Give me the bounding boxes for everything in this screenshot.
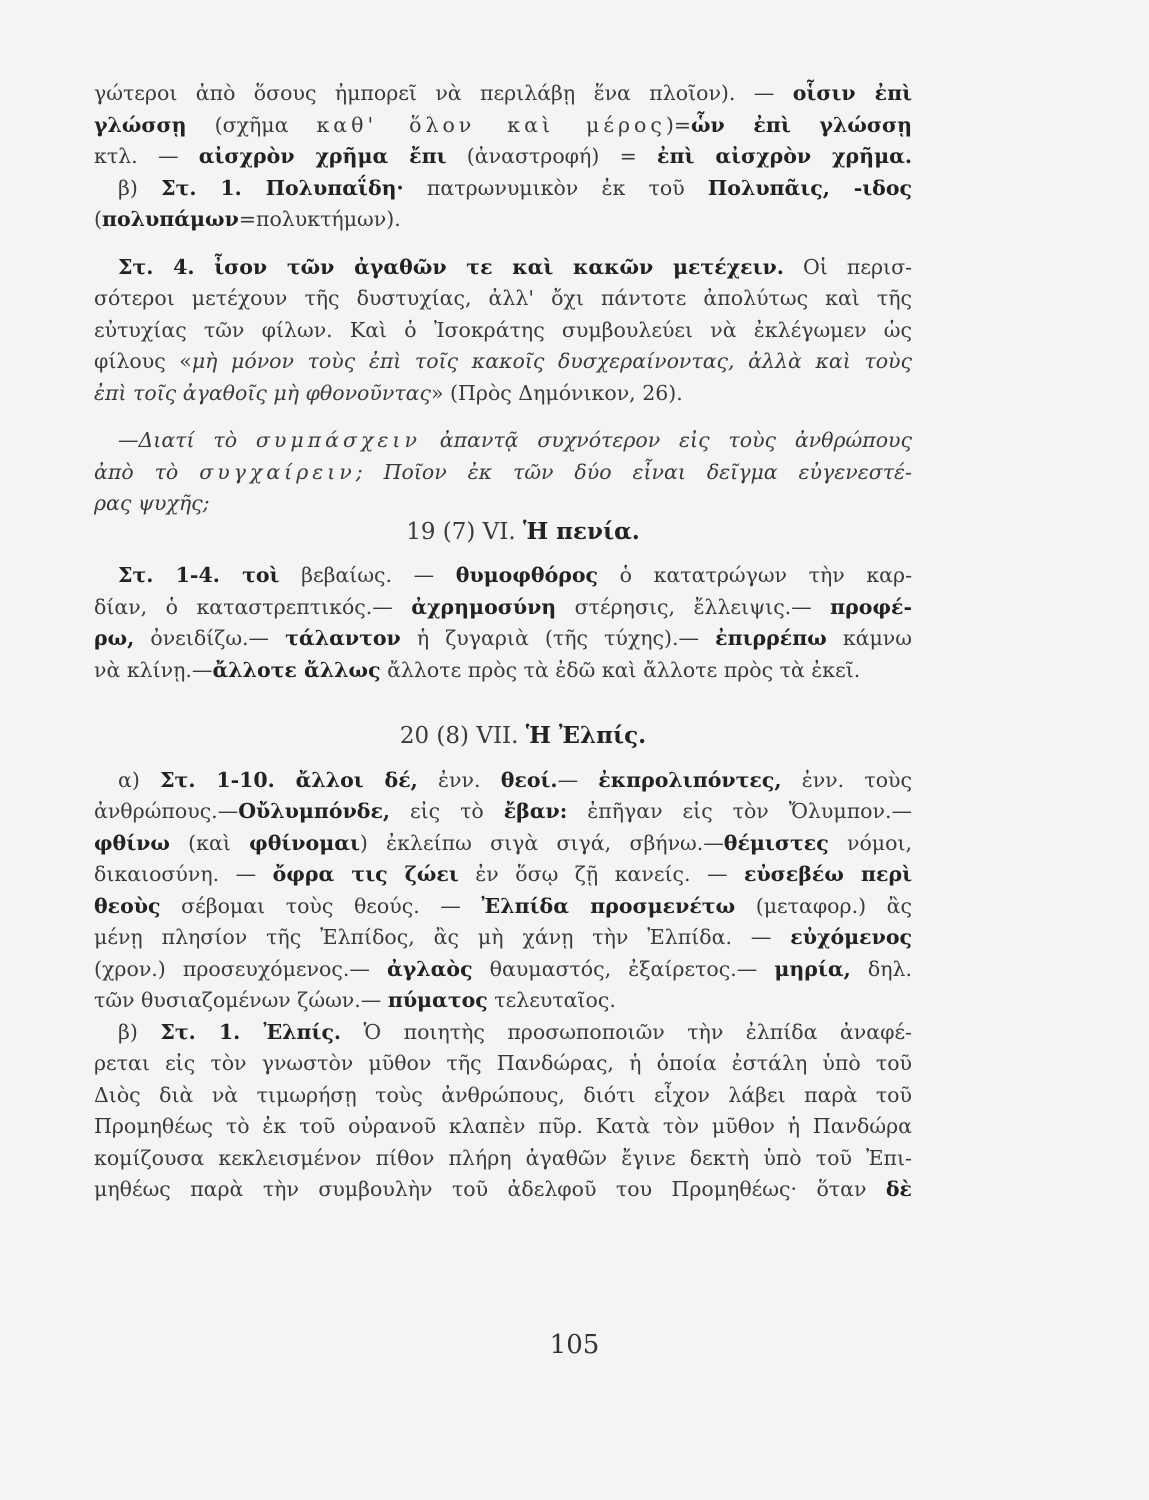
text-line: Προμηθέως τὸ ἐκ τοῦ οὐρανοῦ κλαπὲν πῦρ. Κατὰ τὸν μῦθον ἡ Πανδώρα — [94, 1114, 912, 1138]
text-line: β) Στ. 1. Πολυπαΐδη· πατρωνυμικὸν ἐκ τοῦ Πολυπᾶις, -ιδος — [118, 175, 912, 200]
text-line: Στ. 1-4. τοὶ βεβαίως. — θυμοφθόρος ὁ κατατρώγων τὴν καρ- — [118, 563, 912, 587]
text-line: ἀνθρώπους.—Οὔλυμπόνδε, εἰς τὸ ἔβαν: ἐπῆγαν εἰς τὸν Ὄλυμπον.— — [94, 799, 912, 823]
text-line: α) Στ. 1-10. ἄλλοι δέ, ἐνν. θεοί.— ἐκπρολιπόντες, ἐνν. τοὺς — [118, 767, 912, 792]
text-line: νὰ κλίνῃ.—ἄλλοτε ἄλλως ἄλλοτε πρὸς τὰ ἐδῶ καὶ ἄλλοτε πρὸς τὰ ἐκεῖ. — [94, 657, 861, 682]
text-line: ρεται εἰς τὸν γνωστὸν μῦθον τῆς Πανδώρας, ἡ ὁποία ἐστάλη ὑπὸ τοῦ — [94, 1051, 912, 1075]
text-line: Στ. 4. ἶσον τῶν ἀγαθῶν τε καὶ κακῶν μετέχειν. Οἱ περισ- — [118, 254, 912, 279]
text-line: μηθέως παρὰ τὴν συμβουλὴν τοῦ ἀδελφοῦ του Προμηθέως· ὅταν δὲ — [94, 1177, 912, 1201]
text-line: —Διατί τὸ συμπάσχειν ἀπαντᾷ συχνότερον εἰς τοὺς ἀνθρώπους — [118, 428, 913, 452]
text-line: κομίζουσα κεκλεισμένον πίθον πλήρη ἀγαθῶν ἔγινε δεκτὴ ὑπὸ τοῦ Ἐπι- — [94, 1145, 912, 1170]
text-line: δίαν, ὁ καταστρεπτικός.— ἀχρημοσύνη στέρησις, ἔλλειψις.— προφέ- — [94, 594, 912, 619]
text-line: (χρον.) προσευχόμενος.— ἀγλαὸς θαυμαστός, ἐξαίρετος.— μηρία, δηλ. — [94, 956, 912, 981]
text-line: γώτεροι ἀπὸ ὅσους ἠμπορεῖ νὰ περιλάβῃ ἕνα πλοῖον). — οἷσιν ἐπὶ — [94, 81, 913, 105]
section-heading: 20 (8) VII. Ἡ Ἐλπίς. — [399, 722, 647, 749]
text-line: κτλ. — αἰσχρὸν χρῆμα ἔπι (ἀναστροφή) = ἐπὶ αἰσχρὸν χρῆμα. — [94, 144, 912, 168]
text-line: γλώσσῃ (σχῆμα καθ' ὅλον καὶ μέρος)=ὧν ἐπὶ γλώσσῃ — [94, 112, 912, 137]
spacer — [94, 236, 912, 252]
page-number: 105 — [549, 1330, 600, 1360]
text-line: μένῃ πλησίον τῆς Ἐλπίδος, ἂς μὴ χάνῃ τὴν Ἐλπίδα. — εὐχόμενος — [94, 925, 912, 949]
spacer — [94, 686, 912, 720]
text-line: εὐτυχίας τῶν φίλων. Καὶ ὁ Ἰσοκράτης συμβουλεύει νὰ ἐκλέγωμεν ὡς — [94, 317, 912, 342]
text-line: Διὸς διὰ νὰ τιμωρήσῃ τοὺς ἀνθρώπους, διότι εἶχον λάβει παρὰ τοῦ — [94, 1082, 912, 1107]
text-line: ρω, ὀνειδίζω.— τάλαντον ἡ ζυγαριὰ (τῆς τύχης).— ἐπιρρέπω κάμνω — [94, 626, 912, 650]
text-line: σότεροι μετέχουν τῆς δυστυχίας, ἀλλ' ὄχι πάντοτε ἀπολύτως καὶ τῆς — [94, 286, 912, 310]
text-line: δικαιοσύνη. — ὄφρα τις ζώει ἐν ὅσῳ ζῇ κανείς. — εὐσεβέω περὶ — [94, 862, 913, 886]
text-line: ἀπὸ τὸ συγχαίρειν; Ποῖον ἐκ τῶν δύο εἶναι δεῖγμα εὐγενεστέ- — [94, 459, 912, 484]
spacer — [94, 409, 912, 425]
text-line: τῶν θυσιαζομένων ζώων.— πύματος τελευταῖος. — [94, 988, 616, 1012]
text-line: ρας ψυχῆς; — [94, 491, 210, 515]
text-line: θεοὺς σέβομαι τοὺς θεούς. — Ἐλπίδα προσμενέτω (μεταφορ.) ἂς — [94, 893, 913, 918]
text-line: β) Στ. 1. Ἐλπίς. Ὁ ποιητὴς προσωποποιῶν τὴν ἐλπίδα ἀναφέ- — [118, 1019, 912, 1044]
section-heading: 19 (7) VI. Ἡ πενία. — [406, 517, 640, 545]
text-line: ἐπὶ τοῖς ἀγαθοῖς μὴ φθονοῦντας» (Πρὸς Δημόνικον, 26). — [94, 380, 683, 405]
body-text — [94, 78, 912, 1206]
text-line: (πολυπάμων=πολυκτήμων). — [94, 207, 401, 231]
text-line: φθίνω (καὶ φθίνομαι) ἐκλείπω σιγὰ σιγά, σβήνω.—θέμιστες νόμοι, — [94, 830, 913, 855]
text-line: φίλους «μὴ μόνον τοὺς ἐπὶ τοῖς κακοῖς δυσχεραίνοντας, ἀλλὰ καὶ τοὺς — [94, 349, 912, 373]
